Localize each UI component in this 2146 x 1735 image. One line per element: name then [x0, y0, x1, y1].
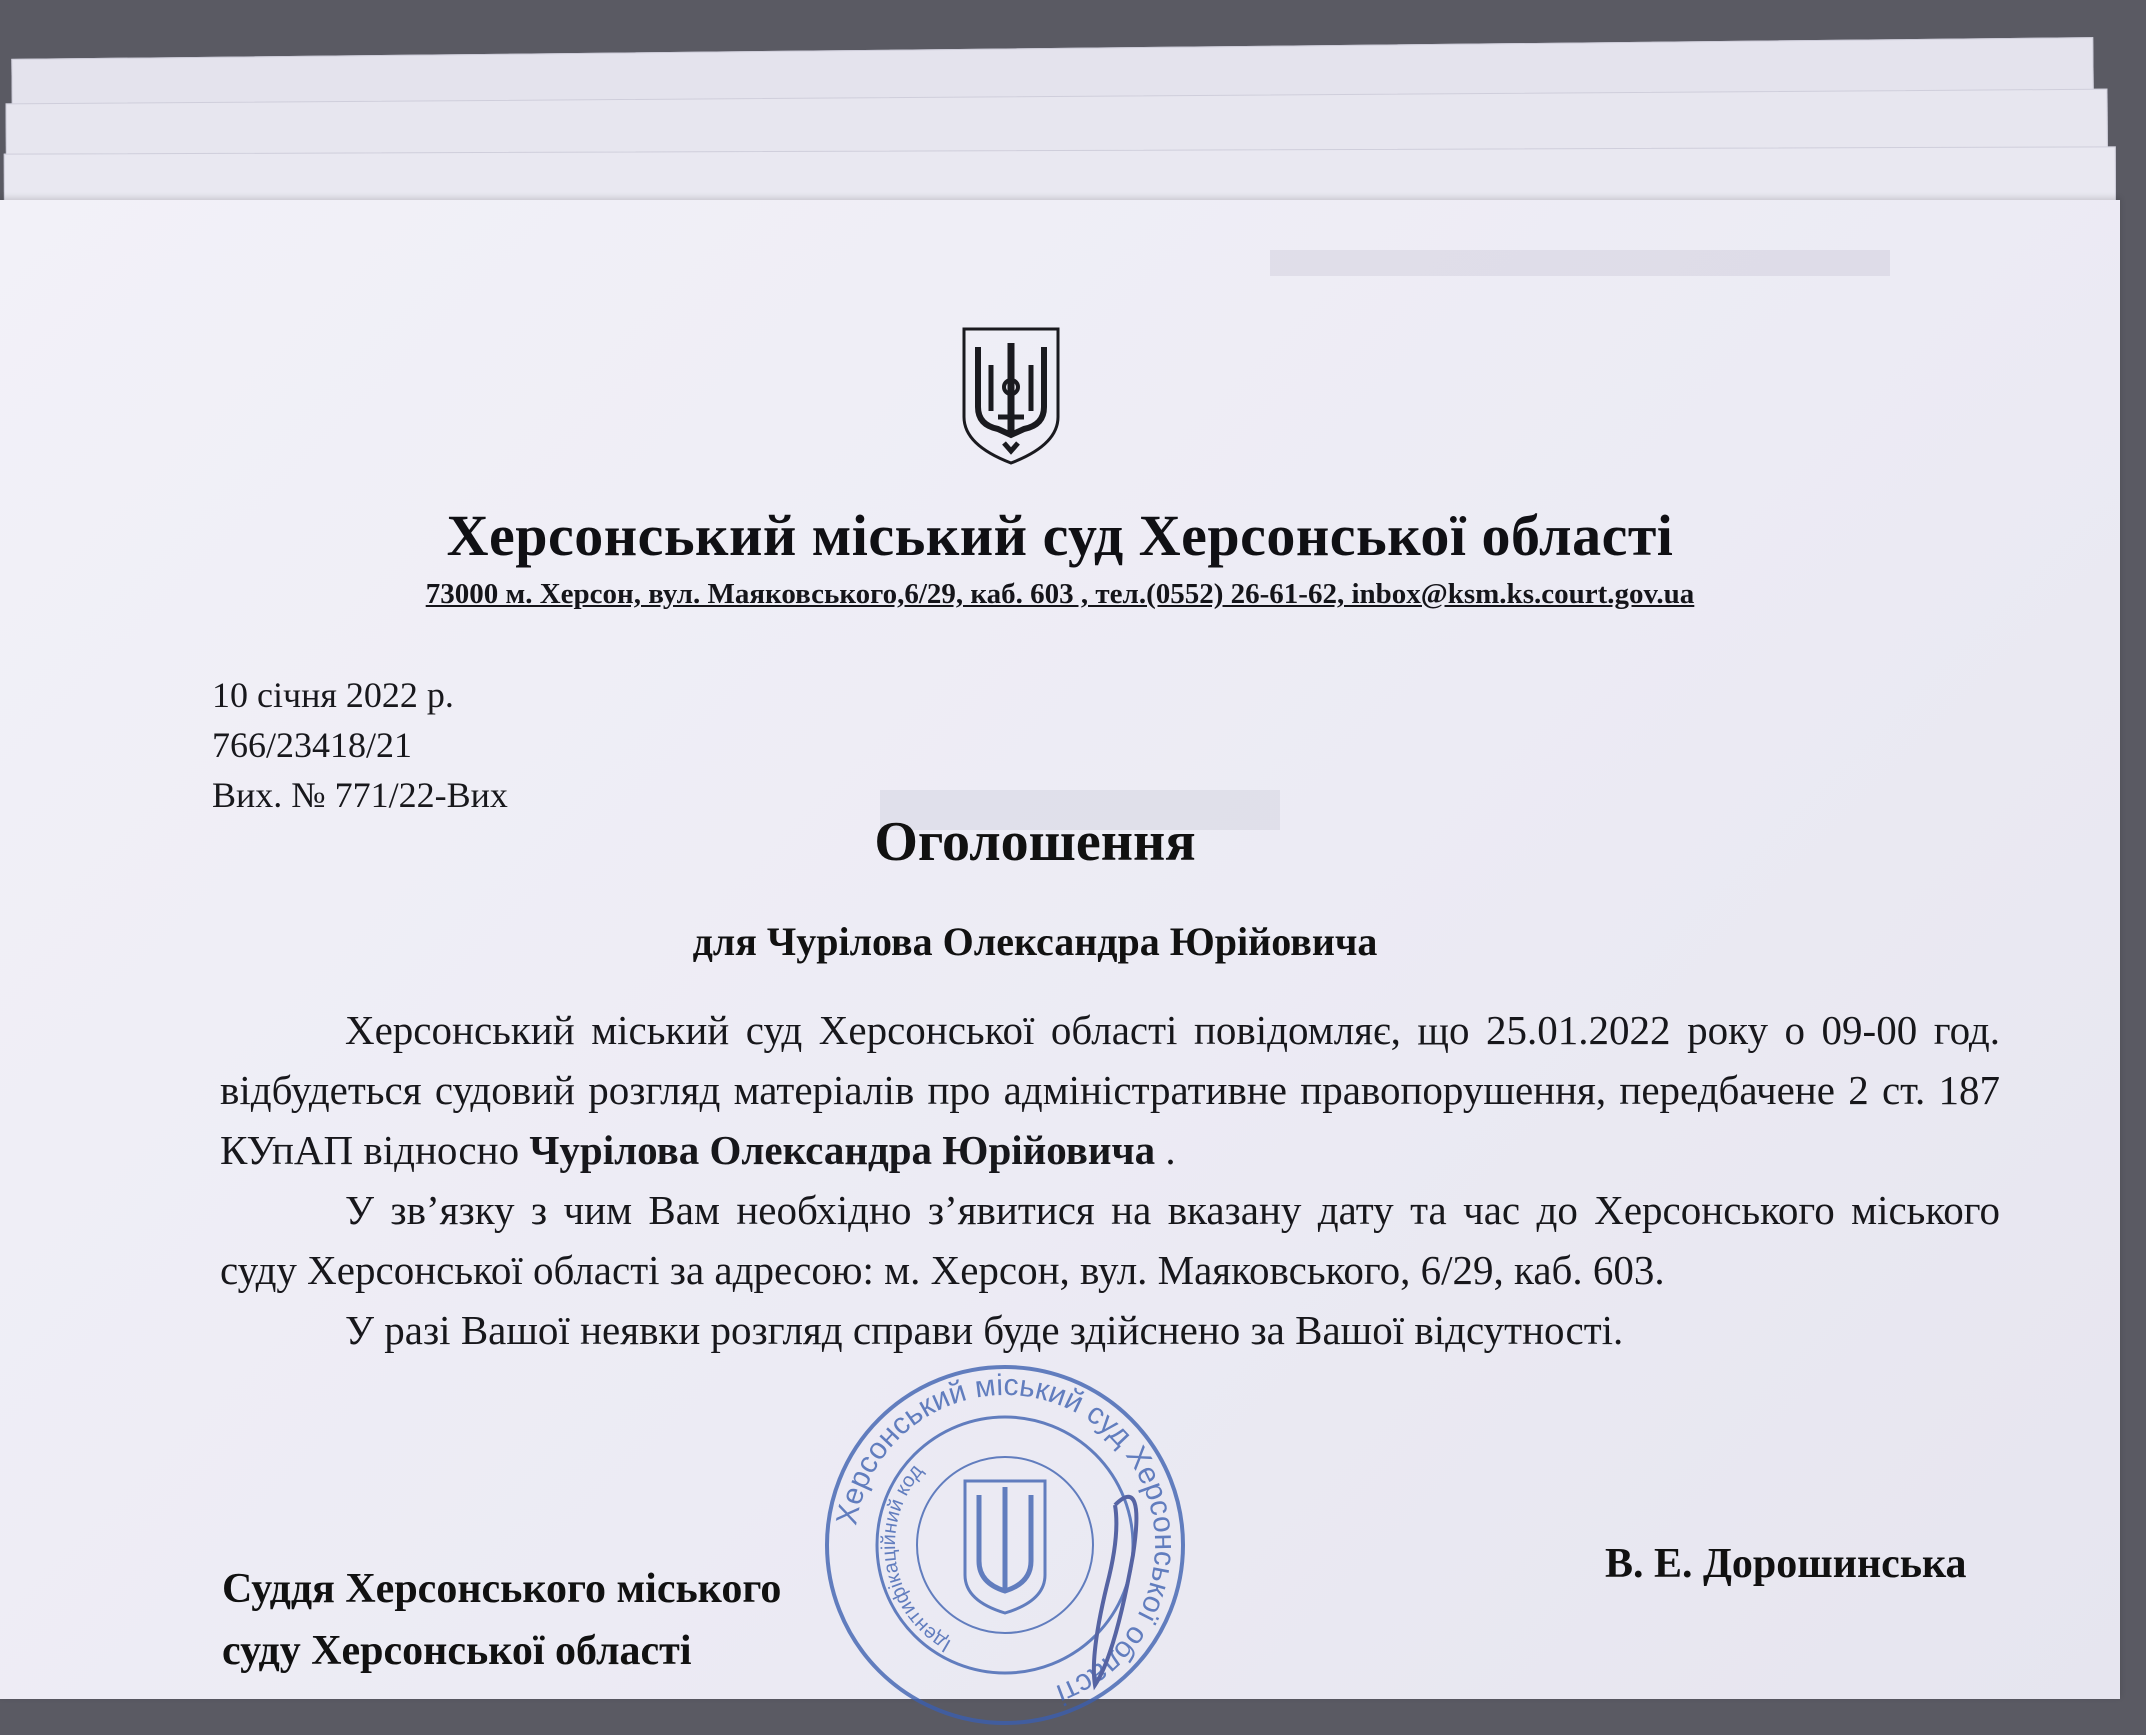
notice-body: [220, 1000, 2000, 1360]
stamp-outer-text-path: Херсонський міський суд Херсонської області: [830, 1368, 1182, 1711]
defendant-name: Чурілова Олександра Юрійовича: [529, 1127, 1156, 1173]
court-seal-stamp: [815, 1355, 1195, 1735]
document-meta: [212, 670, 508, 820]
body-paragraph: [220, 1000, 2000, 1180]
document-title: Оголошення: [874, 811, 1196, 873]
body-paragraph: У разі Вашої неявки розгляд справи буде здійснено за Вашої відсутності.: [345, 1307, 1624, 1353]
ukraine-trident-icon: [958, 325, 1064, 467]
body-paragraph: У зв’язку з чим Вам необхідно з’явитися на вказану дату та час до Херсонського міського суду Херсонської області за адресою: м. Херсон, вул. Маяковського, 6/29, каб. 603.: [220, 1187, 2000, 1293]
outgoing-number: Вих. № 771/22-Вих: [212, 775, 508, 815]
body-text-run: Херсонський міський суд Херсонської області повідомляє, що 25.01.2022 року о 09-00 год. відбудеться судовий розгляд матеріалів про адміністративне правопорушення, передбачене 2 ст. 187 КУпАП відносно: [220, 1007, 2000, 1173]
document-sheet: [0, 200, 2120, 1711]
signature-position: [222, 1558, 781, 1682]
case-number: 766/23418/21: [212, 725, 413, 765]
judge-name: В. Е. Дорошинська: [1605, 1541, 1967, 1587]
signature-position-line: суду Херсонської області: [222, 1628, 692, 1674]
body-text-run: .: [1155, 1127, 1176, 1173]
document-date: 10 січня 2022 р.: [212, 675, 454, 715]
show-through-shadow: [1270, 250, 1890, 276]
court-address: 73000 м. Херсон, вул. Маяковського,6/29, каб. 603 , тел.(0552) 26-61-62, inbox@ksm.ks.court.gov.ua: [425, 578, 1695, 610]
recipient-line: для Чурілова Олександра Юрійовича: [692, 919, 1378, 964]
stamp-inner-text-path: Ідентифікаційний код: [877, 1460, 955, 1657]
court-name: Херсонський міський суд Херсонської області: [446, 503, 1674, 568]
signature-position-line: Суддя Херсонського міського: [222, 1566, 782, 1612]
